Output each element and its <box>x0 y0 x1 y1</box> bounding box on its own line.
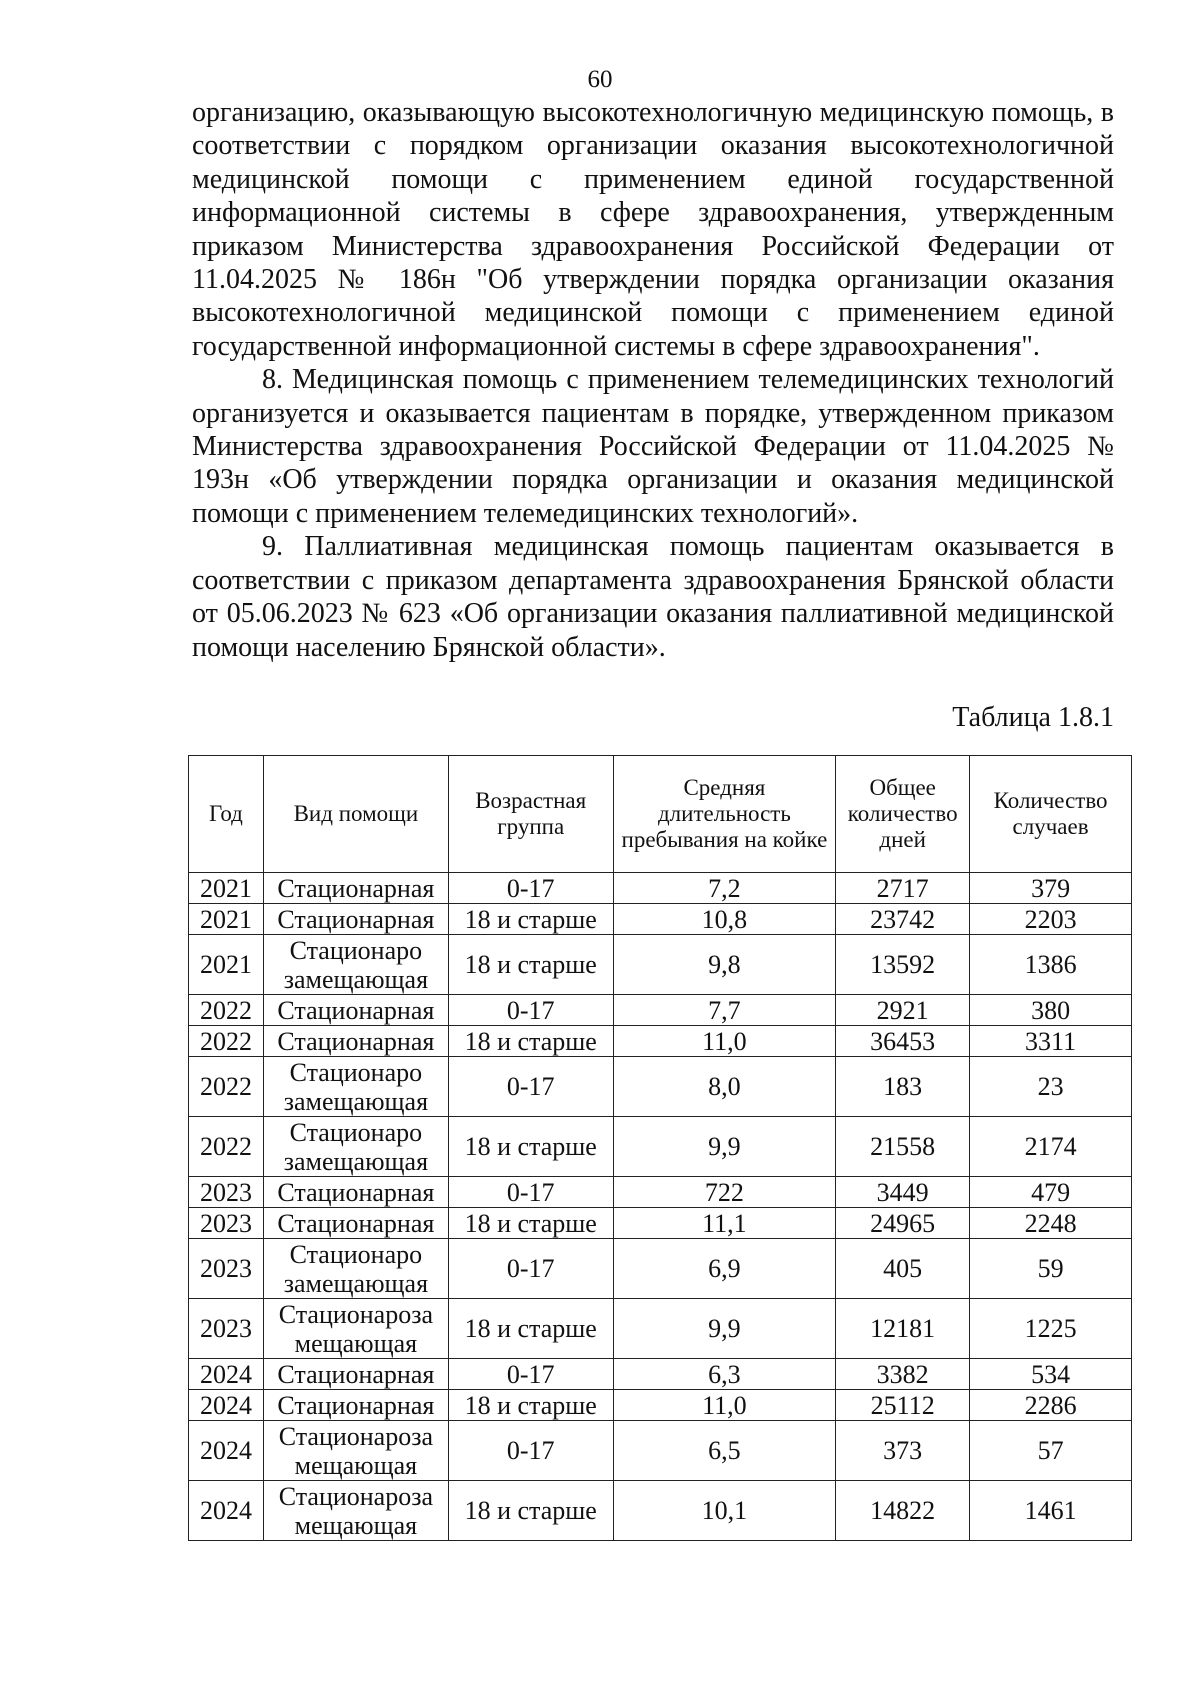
cell-cases: 1386 <box>970 935 1132 995</box>
cell-age-group: 0-17 <box>448 1057 613 1117</box>
cell-cases: 57 <box>970 1421 1132 1481</box>
cell-total-days: 2717 <box>836 873 970 904</box>
cell-cases: 534 <box>970 1359 1132 1390</box>
paragraph-9: 9. Паллиативная медицинская помощь пациентам оказывается в соответствии с приказом департамента здравоохранения Брянской области от 05.06.2023 № 623 «Об организации оказания паллиативной медицинской помощи населению Брянской области». <box>192 531 1114 663</box>
table-row <box>189 1359 1132 1390</box>
cell-total-days: 21558 <box>836 1117 970 1177</box>
table-row <box>189 873 1132 904</box>
cell-total-days: 2921 <box>836 995 970 1026</box>
table-header-row <box>189 756 1132 873</box>
cell-total-days: 25112 <box>836 1390 970 1421</box>
cell-year: 2024 <box>189 1359 264 1390</box>
cell-avg-stay: 6,3 <box>613 1359 836 1390</box>
cell-total-days: 23742 <box>836 904 970 935</box>
cell-type: Стационаро замещающая <box>263 1057 448 1117</box>
cell-avg-stay: 8,0 <box>613 1057 836 1117</box>
cell-year: 2022 <box>189 995 264 1026</box>
table-row <box>189 1390 1132 1421</box>
cell-cases: 2203 <box>970 904 1132 935</box>
cell-year: 2021 <box>189 873 264 904</box>
cell-avg-stay: 9,8 <box>613 935 836 995</box>
cell-cases: 479 <box>970 1177 1132 1208</box>
page-number: 60 <box>587 66 613 93</box>
cell-year: 2022 <box>189 1026 264 1057</box>
table-row <box>189 1057 1132 1117</box>
header-age-group: Возрастная группа <box>448 756 613 873</box>
cell-age-group: 18 и старше <box>448 1208 613 1239</box>
cell-age-group: 18 и старше <box>448 1026 613 1057</box>
table-row <box>189 995 1132 1026</box>
statistics-table <box>188 755 1132 1541</box>
table-body <box>189 873 1132 1541</box>
cell-year: 2023 <box>189 1177 264 1208</box>
table-row <box>189 904 1132 935</box>
cell-total-days: 12181 <box>836 1299 970 1359</box>
cell-avg-stay: 11,0 <box>613 1026 836 1057</box>
cell-avg-stay: 10,8 <box>613 904 836 935</box>
cell-year: 2024 <box>189 1390 264 1421</box>
cell-age-group: 0-17 <box>448 1239 613 1299</box>
cell-type: Стационарная <box>263 904 448 935</box>
body-text <box>192 96 1114 664</box>
table-row <box>189 1208 1132 1239</box>
cell-avg-stay: 7,2 <box>613 873 836 904</box>
cell-age-group: 0-17 <box>448 873 613 904</box>
cell-type: Стационарная <box>263 873 448 904</box>
cell-age-group: 18 и старше <box>448 1117 613 1177</box>
cell-age-group: 18 и старше <box>448 904 613 935</box>
cell-type: Стационарная <box>263 995 448 1026</box>
cell-cases: 2174 <box>970 1117 1132 1177</box>
table-row <box>189 1421 1132 1481</box>
cell-avg-stay: 10,1 <box>613 1481 836 1541</box>
cell-cases: 3311 <box>970 1026 1132 1057</box>
paragraph-continuation: организацию, оказывающую высокотехнологичную медицинскую помощь, в соответствии с порядком организации оказания высокотехнологичной медицинской помощи с применением единой государственной информационной системы в сфере здравоохранения, утвержденным приказом Министерства здравоохранения Российской Федерации от 11.04.2025 № 186н "Об утверждении порядка организации оказания высокотехнологичной медицинской помощи с применением единой государственной информационной системы в сфере здравоохранения". <box>192 97 1114 362</box>
cell-age-group: 18 и старше <box>448 1299 613 1359</box>
cell-age-group: 0-17 <box>448 995 613 1026</box>
cell-total-days: 36453 <box>836 1026 970 1057</box>
cell-avg-stay: 6,5 <box>613 1421 836 1481</box>
cell-age-group: 18 и старше <box>448 1390 613 1421</box>
cell-cases: 379 <box>970 873 1132 904</box>
header-type: Вид помощи <box>263 756 448 873</box>
cell-type: Стационарная <box>263 1026 448 1057</box>
table-caption: Таблица 1.8.1 <box>952 702 1114 733</box>
cell-year: 2022 <box>189 1057 264 1117</box>
cell-year: 2023 <box>189 1299 264 1359</box>
table-row <box>189 1481 1132 1541</box>
cell-age-group: 18 и старше <box>448 935 613 995</box>
cell-type: Стационарная <box>263 1359 448 1390</box>
cell-total-days: 373 <box>836 1421 970 1481</box>
cell-cases: 2248 <box>970 1208 1132 1239</box>
cell-total-days: 405 <box>836 1239 970 1299</box>
cell-type: Стационарная <box>263 1390 448 1421</box>
table-row <box>189 1239 1132 1299</box>
table-row <box>189 1299 1132 1359</box>
cell-age-group: 18 и старше <box>448 1481 613 1541</box>
cell-cases: 2286 <box>970 1390 1132 1421</box>
cell-total-days: 24965 <box>836 1208 970 1239</box>
cell-year: 2021 <box>189 904 264 935</box>
cell-cases: 59 <box>970 1239 1132 1299</box>
cell-year: 2021 <box>189 935 264 995</box>
cell-cases: 23 <box>970 1057 1132 1117</box>
cell-type: Стационарная <box>263 1177 448 1208</box>
table-row <box>189 935 1132 995</box>
cell-year: 2022 <box>189 1117 264 1177</box>
cell-avg-stay: 11,1 <box>613 1208 836 1239</box>
cell-year: 2024 <box>189 1481 264 1541</box>
cell-avg-stay: 9,9 <box>613 1117 836 1177</box>
cell-total-days: 3382 <box>836 1359 970 1390</box>
header-cases: Количество случаев <box>970 756 1132 873</box>
cell-total-days: 14822 <box>836 1481 970 1541</box>
cell-year: 2023 <box>189 1208 264 1239</box>
cell-type: Стационароза мещающая <box>263 1481 448 1541</box>
cell-cases: 1225 <box>970 1299 1132 1359</box>
cell-type: Стационароза мещающая <box>263 1421 448 1481</box>
cell-type: Стационаро замещающая <box>263 1117 448 1177</box>
cell-avg-stay: 6,9 <box>613 1239 836 1299</box>
cell-type: Стационароза мещающая <box>263 1299 448 1359</box>
cell-avg-stay: 7,7 <box>613 995 836 1026</box>
cell-total-days: 13592 <box>836 935 970 995</box>
cell-type: Стационаро замещающая <box>263 1239 448 1299</box>
cell-year: 2023 <box>189 1239 264 1299</box>
paragraph-8: 8. Медицинская помощь с применением телемедицинских технологий организуется и оказывается пациентам в порядке, утвержденном приказом Министерства здравоохранения Российской Федерации от 11.04.2025 № 193н «Об утверждении порядка организации и оказания медицинской помощи с применением телемедицинских технологий». <box>192 364 1114 529</box>
header-total-days: Общее количество дней <box>836 756 970 873</box>
cell-age-group: 0-17 <box>448 1359 613 1390</box>
cell-year: 2024 <box>189 1421 264 1481</box>
cell-avg-stay: 9,9 <box>613 1299 836 1359</box>
table-row <box>189 1117 1132 1177</box>
header-year: Год <box>189 756 264 873</box>
table-row <box>189 1026 1132 1057</box>
cell-type: Стационаро замещающая <box>263 935 448 995</box>
cell-cases: 380 <box>970 995 1132 1026</box>
cell-avg-stay: 11,0 <box>613 1390 836 1421</box>
cell-type: Стационарная <box>263 1208 448 1239</box>
cell-avg-stay: 722 <box>613 1177 836 1208</box>
cell-age-group: 0-17 <box>448 1421 613 1481</box>
table-row <box>189 1177 1132 1208</box>
header-avg-stay: Средняя длительность пребывания на койке <box>613 756 836 873</box>
cell-cases: 1461 <box>970 1481 1132 1541</box>
cell-total-days: 183 <box>836 1057 970 1117</box>
cell-total-days: 3449 <box>836 1177 970 1208</box>
cell-age-group: 0-17 <box>448 1177 613 1208</box>
